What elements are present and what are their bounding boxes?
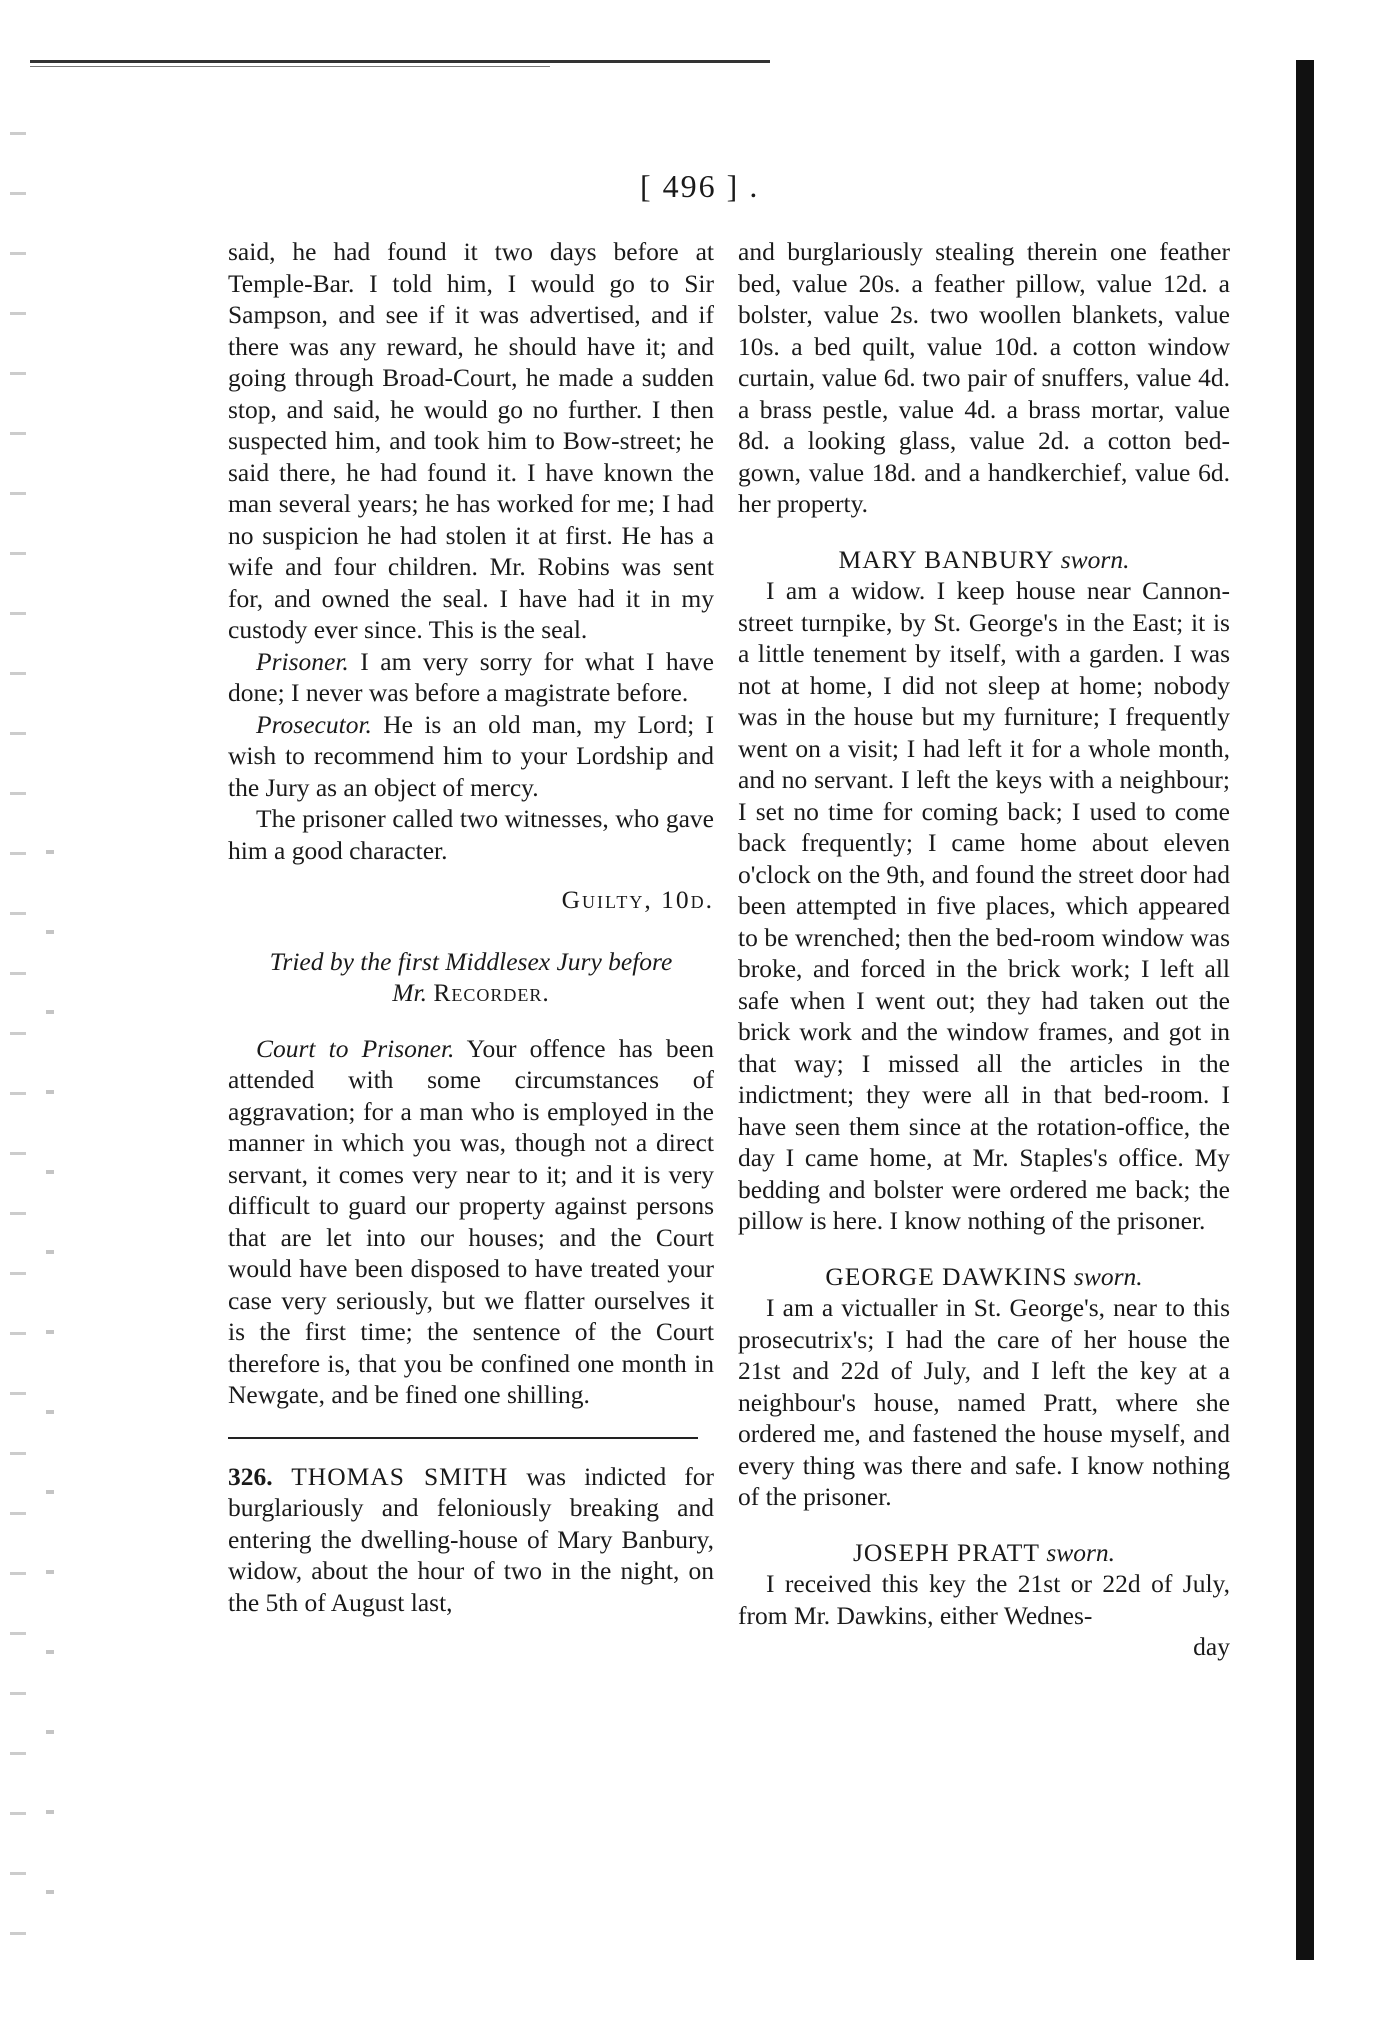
witness-heading: JOSEPH PRATT sworn. (852, 1537, 1116, 1567)
scan-margin-marks-inner (46, 820, 54, 1920)
scan-margin-marks (10, 110, 26, 1970)
statement-text: He is an old man, my Lord; I wish to recommend him to your Lordship and the Jury as an object of mercy. (228, 709, 714, 802)
paragraph: said, he had found it two days before at Temple-Bar. I told him, I would go to Sir Sampson, and see if it was advertised, and if there was any reward, he should have it; and going through Broad-Court, he made a sudden stop, and said, he would go no further. I then suspected him, and took him to Bow-street; he said there, he had found it. I have known the man several years; he has worked for me; I had no suspicion he had stolen it at first. He has a wife and four children. Mr. Robins was sent for, and owned the seal. I have had it in my custody ever since. This is the seal. (228, 237, 714, 644)
paragraph: and burglariously stealing therein one feather bed, value 20s. a feather pillow, value 12d. a bolster, value 2s. two woollen blankets, value 10s. a bed quilt, value 10d. a cotton window curtain, value 6d. two pair of snuffers, value 4d. a brass pestle, value 4d. a brass mortar, value 8d. a looking glass, value 2d. a cotton bed-gown, value 18d. and a handkerchief, value 6d. her property. (738, 237, 1230, 518)
spacer (228, 1009, 714, 1033)
witness-testimony: I am a victualler in St. George's, near to this prosecutrix's; I had the care of her house the 21st and 22d of July, and I left the key at a neighbour's house, named Pratt, where she ordered me, and fastened the house myself, and every thing was there and safe. I know nothing of the prisoner. (738, 1293, 1230, 1511)
court-sentence (228, 1033, 714, 1411)
left-column (228, 236, 714, 1618)
statement-text: Your offence has been attended with some circumstances of aggravation; for a man who is employed in the manner in which you was, though not a direct servant, it comes very near to it; and it is very difficult to guard our property against persons that are let into our houses; and the Court would have been disposed to have treated your case very seriously, but we flatter ourselves it is the first time; the sentence of the Court therefore is, that you be confined one month in Newgate, and be fined one shilling. (228, 1033, 715, 1409)
top-rule (30, 60, 770, 63)
case-heading (228, 1461, 714, 1619)
prosecutor-statement (228, 709, 714, 804)
witness-heading: MARY BANBURY sworn. (838, 544, 1130, 574)
speaker-label: Prisoner. (256, 646, 349, 676)
speaker-label: Prosecutor. (256, 709, 372, 739)
prisoner-statement (228, 646, 714, 709)
case-number: 326. (228, 1461, 273, 1491)
speaker-label: Court to Prisoner. (256, 1033, 455, 1063)
catchword: day (1193, 1632, 1230, 1661)
verdict: Guilty, 10d. (561, 885, 714, 914)
witness-testimony: I am a widow. I keep house near Cannon-street turnpike, by St. George's in the East; it is a little tenement by itself, with a garden. I was not at home, I did not sleep at home; nobody was in the house but my furniture; I frequently went on a visit; I had left it for a whole month, and no servant. I left the keys with a neighbour; I set no time for coming back; I used to come back frequently; I came home about eleven o'clock on the 9th, and found the street door had been attempted in five places, which appeared to be wrenched; then the bed-room window was broke, and forced in the brick work; I left all safe when I went out; they had taken out the brick work and the window frames, and got in that way; I missed all the articles in the indictment; they were all in that bed-room. I have seen them since at the rotation-office, the day I came home, at Mr. Staples's office. My bedding and bolster were ordered me back; the pillow is here. I know nothing of the prisoner. (738, 576, 1230, 1235)
page-number: [ 496 ] . (640, 168, 760, 204)
statement-text: I am very sorry for what I have done; I never was before a magistrate before. (228, 646, 714, 707)
right-column (738, 236, 1230, 1663)
witness-testimony: I received this key the 21st or 22d of July, from Mr. Dawkins, either Wednes- (738, 1569, 1230, 1630)
top-rule-thin (30, 66, 550, 67)
jury-heading: Tried by the first Middlesex Jury before Mr. Recorder. (269, 946, 673, 1007)
section-divider (228, 1437, 698, 1439)
defendant-name: THOMAS SMITH (272, 1461, 509, 1491)
indictment-text: was indicted for burglariously and feloniously breaking and entering the dwelling-house of Mary Banbury, widow, about the hour of two in the night, on the 5th of August last, (228, 1461, 714, 1617)
paragraph: The prisoner called two witnesses, who gave him a good character. (228, 804, 714, 865)
scan-edge-bar (1296, 60, 1314, 1960)
witness-heading: GEORGE DAWKINS sworn. (825, 1261, 1143, 1291)
